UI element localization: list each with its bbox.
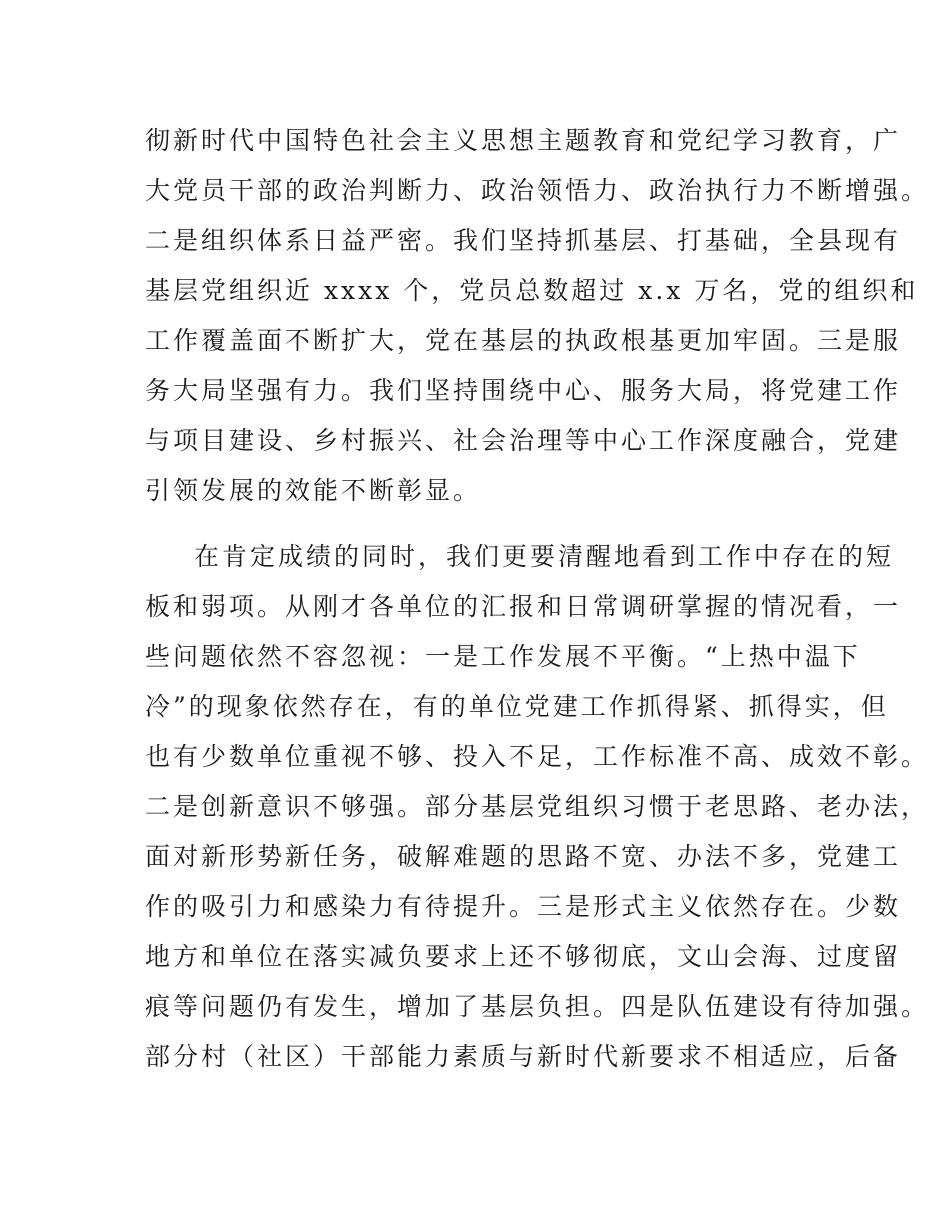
text-line: 工作覆盖面不断扩大，党在基层的执政根基更加牢固。三是服 bbox=[145, 326, 902, 355]
text-line: 基层党组织近 xxxx 个，党员总数超过 x.x 万名，党的组织和 bbox=[145, 276, 919, 305]
text-line: 二是创新意识不够强。部分基层党组织习惯于老思路、老办法， bbox=[145, 792, 930, 821]
text-line: 板和弱项。从刚才各单位的汇报和日常调研掌握的情况看，一 bbox=[145, 592, 902, 621]
text-line: 些问题依然不容忽视：一是工作发展不平衡。“上热中温下 bbox=[145, 642, 861, 671]
text-line: 作的吸引力和感染力有待提升。三是形式主义依然存在。少数 bbox=[145, 892, 902, 921]
text-line: 务大局坚强有力。我们坚持围绕中心、服务大局，将党建工作 bbox=[145, 376, 902, 405]
text-line: 也有少数单位重视不够、投入不足，工作标准不高、成效不彰。 bbox=[145, 742, 930, 771]
text-line: 痕等问题仍有发生，增加了基层负担。四是队伍建设有待加强。 bbox=[145, 992, 930, 1021]
text-line: 冷”的现象依然存在，有的单位党建工作抓得紧、抓得实，但 bbox=[145, 692, 889, 721]
text-line: 面对新形势新任务，破解难题的思路不宽、办法不多，党建工 bbox=[145, 842, 902, 871]
text-line: 彻新时代中国特色社会主义思想主题教育和党纪学习教育，广 bbox=[145, 126, 902, 155]
text-line: 与项目建设、乡村振兴、社会治理等中心工作深度融合，党建 bbox=[145, 426, 902, 455]
text-line: 在肯定成绩的同时，我们更要清醒地看到工作中存在的短 bbox=[194, 542, 895, 571]
text-line: 二是组织体系日益严密。我们坚持抓基层、打基础，全县现有 bbox=[145, 226, 902, 255]
text-line: 大党员干部的政治判断力、政治领悟力、政治执行力不断增强。 bbox=[145, 176, 930, 205]
text-line: 部分村（社区）干部能力素质与新时代新要求不相适应，后备 bbox=[145, 1042, 902, 1071]
text-line: 引领发展的效能不断彰显。 bbox=[145, 476, 482, 505]
text-line: 地方和单位在落实减负要求上还不够彻底，文山会海、过度留 bbox=[145, 942, 902, 971]
